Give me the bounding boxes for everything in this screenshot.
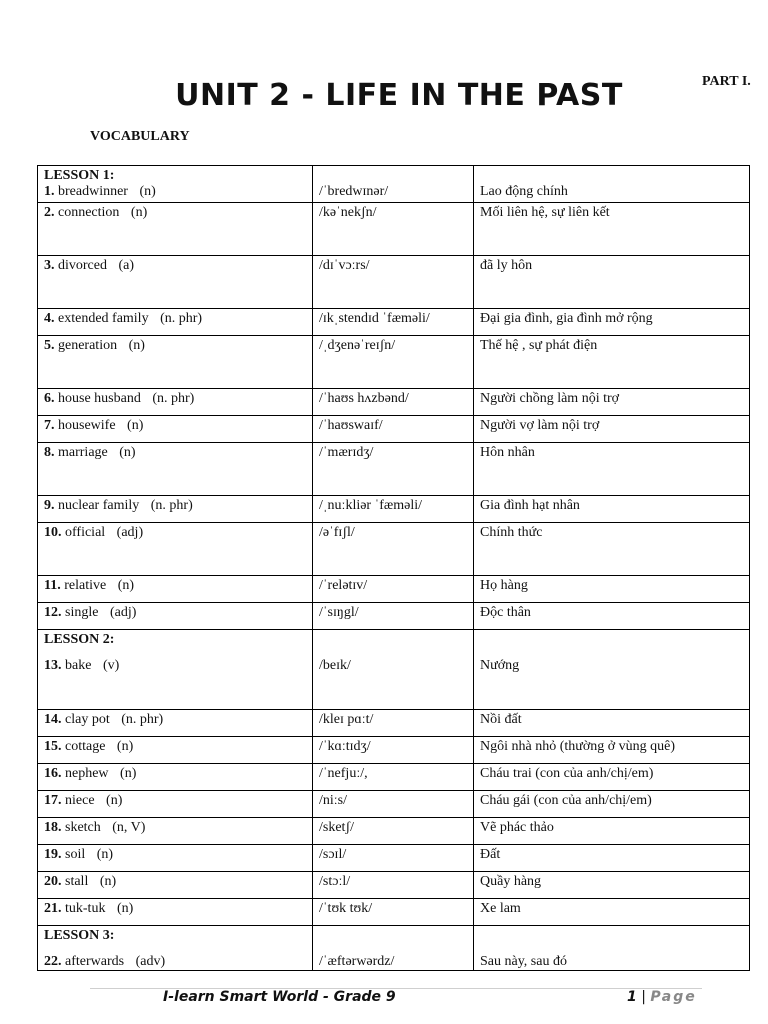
word-cell bbox=[38, 256, 313, 309]
word-cell bbox=[38, 496, 313, 523]
table-row bbox=[38, 416, 750, 443]
meaning-cell: Họ hàng bbox=[474, 576, 750, 603]
word-cell bbox=[38, 416, 313, 443]
entry-pos: (adj) bbox=[109, 605, 137, 620]
table-row bbox=[38, 630, 750, 710]
meaning-cell: Nồi đất bbox=[474, 710, 750, 737]
entry-number: 8. bbox=[44, 445, 55, 460]
ipa-cell: /ˈrelətɪv/ bbox=[313, 576, 474, 603]
entry-pos: (n. phr) bbox=[152, 391, 195, 406]
word-cell bbox=[38, 523, 313, 576]
entry-number: 22. bbox=[44, 954, 62, 969]
meaning-cell: đã ly hôn bbox=[474, 256, 750, 309]
table-row bbox=[38, 818, 750, 845]
word-cell bbox=[38, 603, 313, 630]
entry-pos: (n) bbox=[139, 184, 156, 199]
meaning-cell: Quầy hàng bbox=[474, 872, 750, 899]
entry-word: relative bbox=[64, 578, 107, 593]
meaning-cell: Chính thức bbox=[474, 523, 750, 576]
ipa-cell: /ˌdʒenəˈreɪʃn/ bbox=[313, 336, 474, 389]
word-cell bbox=[38, 845, 313, 872]
entry-pos: (n) bbox=[130, 205, 148, 220]
table-row bbox=[38, 336, 750, 389]
entry-pos: (n. phr) bbox=[121, 712, 164, 727]
word-cell bbox=[38, 336, 313, 389]
table-row bbox=[38, 791, 750, 818]
part-label: PART I. bbox=[702, 74, 751, 89]
meaning-cell: Mối liên hệ, sự liên kết bbox=[474, 203, 750, 256]
vocabulary-table bbox=[37, 165, 750, 971]
ipa-cell: /sketʃ/ bbox=[313, 818, 474, 845]
entry-pos: (adj) bbox=[116, 525, 144, 540]
word-cell bbox=[38, 818, 313, 845]
ipa-cell: /ˈbredwɪnər/ bbox=[313, 166, 474, 203]
entry-pos: (v) bbox=[102, 658, 120, 673]
entry-word: clay pot bbox=[65, 712, 110, 727]
entry-word: nephew bbox=[65, 766, 109, 781]
table-row bbox=[38, 926, 750, 971]
entry-pos: (n) bbox=[116, 901, 134, 916]
table-row bbox=[38, 203, 750, 256]
ipa-cell: /sɔɪl/ bbox=[313, 845, 474, 872]
table-row bbox=[38, 496, 750, 523]
entry-pos: (a) bbox=[118, 258, 135, 273]
ipa-cell: /ɪkˌstendɪd ˈfæməli/ bbox=[313, 309, 474, 336]
word-cell bbox=[38, 630, 313, 710]
entry-pos: (n, V) bbox=[112, 820, 146, 835]
ipa-cell: /ˈnefjuː/, bbox=[313, 764, 474, 791]
entry-word: house husband bbox=[58, 391, 141, 406]
entry-pos: (n) bbox=[116, 739, 134, 754]
entry-pos: (n. phr) bbox=[150, 498, 193, 513]
meaning-cell: Hôn nhân bbox=[474, 443, 750, 496]
entry-word: afterwards bbox=[65, 954, 125, 969]
ipa-cell: /ˈmærɪdʒ/ bbox=[313, 443, 474, 496]
ipa-cell: /ˈsɪŋgl/ bbox=[313, 603, 474, 630]
word-cell bbox=[38, 872, 313, 899]
entry-number: 21. bbox=[44, 901, 62, 916]
entry-pos: (n) bbox=[120, 766, 137, 781]
entry-number: 5. bbox=[44, 338, 55, 353]
word-cell bbox=[38, 309, 313, 336]
table-row bbox=[38, 309, 750, 336]
page-separator: | bbox=[641, 989, 646, 1005]
word-cell bbox=[38, 576, 313, 603]
page-title: UNIT 2 - LIFE IN THE PAST bbox=[175, 78, 623, 113]
entry-number: 9. bbox=[44, 498, 55, 513]
ipa-cell: /ˈhaʊs hʌzbənd/ bbox=[313, 389, 474, 416]
ipa-cell: /stɔːl/ bbox=[313, 872, 474, 899]
entry-word: stall bbox=[65, 874, 89, 889]
table-row bbox=[38, 872, 750, 899]
meaning-cell: Lao động chính bbox=[474, 166, 750, 203]
entry-word: bake bbox=[65, 658, 92, 673]
entry-pos: (n) bbox=[119, 445, 136, 460]
entry-number: 14. bbox=[44, 712, 62, 727]
entry-word: divorced bbox=[58, 258, 107, 273]
table-row bbox=[38, 764, 750, 791]
entry-number: 6. bbox=[44, 391, 55, 406]
lesson-label: LESSON 1: bbox=[44, 168, 115, 183]
word-cell bbox=[38, 737, 313, 764]
ipa-cell: /beɪk/ bbox=[313, 630, 474, 710]
entry-word: generation bbox=[58, 338, 118, 353]
ipa-cell: /kleɪ pɑːt/ bbox=[313, 710, 474, 737]
ipa-cell: /dɪˈvɔːrs/ bbox=[313, 256, 474, 309]
entry-word: marriage bbox=[58, 445, 108, 460]
entry-word: tuk-tuk bbox=[65, 901, 106, 916]
meaning-cell: Nướng bbox=[474, 630, 750, 710]
ipa-cell: /ˈtʊk tʊk/ bbox=[313, 899, 474, 926]
meaning-cell: Cháu trai (con của anh/chị/em) bbox=[474, 764, 750, 791]
entry-word: single bbox=[65, 605, 99, 620]
entry-pos: (n) bbox=[127, 418, 144, 433]
entry-number: 20. bbox=[44, 874, 62, 889]
meaning-cell: Ngôi nhà nhỏ (thường ở vùng quê) bbox=[474, 737, 750, 764]
entry-number: 16. bbox=[44, 766, 62, 781]
table-row bbox=[38, 899, 750, 926]
word-cell bbox=[38, 926, 313, 971]
table-row bbox=[38, 710, 750, 737]
word-cell bbox=[38, 764, 313, 791]
meaning-cell: Sau này, sau đó bbox=[474, 926, 750, 971]
entry-word: breadwinner bbox=[58, 184, 128, 199]
page-label: Page bbox=[650, 989, 697, 1005]
table-row bbox=[38, 443, 750, 496]
entry-number: 19. bbox=[44, 847, 62, 862]
word-cell bbox=[38, 203, 313, 256]
entry-number: 12. bbox=[44, 605, 62, 620]
entry-pos: (n. phr) bbox=[160, 311, 203, 326]
table-row bbox=[38, 166, 750, 203]
entry-word: connection bbox=[58, 205, 120, 220]
page-number: 1 bbox=[627, 989, 637, 1005]
entry-pos: (adv) bbox=[135, 954, 166, 969]
word-cell bbox=[38, 443, 313, 496]
meaning-cell: Cháu gái (con của anh/chị/em) bbox=[474, 791, 750, 818]
meaning-cell: Thế hệ , sự phát điện bbox=[474, 336, 750, 389]
ipa-cell: /ˈæftərwərdz/ bbox=[313, 926, 474, 971]
meaning-cell: Vẽ phác thảo bbox=[474, 818, 750, 845]
lesson-label: LESSON 2: bbox=[44, 632, 115, 647]
entry-number: 18. bbox=[44, 820, 62, 835]
word-cell bbox=[38, 166, 313, 203]
entry-word: official bbox=[65, 525, 106, 540]
entry-number: 1. bbox=[44, 184, 55, 199]
ipa-cell: /ˌnuːkliər ˈfæməli/ bbox=[313, 496, 474, 523]
entry-number: 4. bbox=[44, 311, 55, 326]
table-row bbox=[38, 389, 750, 416]
entry-word: soil bbox=[65, 847, 86, 862]
entry-word: nuclear family bbox=[58, 498, 140, 513]
entry-pos: (n) bbox=[96, 847, 114, 862]
word-cell bbox=[38, 791, 313, 818]
word-cell bbox=[38, 710, 313, 737]
meaning-cell: Đại gia đình, gia đình mở rộng bbox=[474, 309, 750, 336]
entry-number: 10. bbox=[44, 525, 62, 540]
meaning-cell: Người vợ làm nội trợ bbox=[474, 416, 750, 443]
entry-number: 15. bbox=[44, 739, 62, 754]
entry-number: 7. bbox=[44, 418, 55, 433]
entry-number: 17. bbox=[44, 793, 62, 808]
ipa-cell: /kəˈnekʃn/ bbox=[313, 203, 474, 256]
entry-pos: (n) bbox=[128, 338, 145, 353]
meaning-cell: Độc thân bbox=[474, 603, 750, 630]
table-row bbox=[38, 256, 750, 309]
table-row bbox=[38, 576, 750, 603]
table-row bbox=[38, 845, 750, 872]
entry-word: extended family bbox=[58, 311, 149, 326]
entry-pos: (n) bbox=[117, 578, 135, 593]
entry-word: sketch bbox=[65, 820, 101, 835]
word-cell bbox=[38, 899, 313, 926]
entry-number: 13. bbox=[44, 658, 62, 673]
table-row bbox=[38, 603, 750, 630]
table-row bbox=[38, 737, 750, 764]
ipa-cell: /əˈfɪʃl/ bbox=[313, 523, 474, 576]
ipa-cell: /ˈhaʊswaɪf/ bbox=[313, 416, 474, 443]
footer-course: I-learn Smart World - Grade 9 bbox=[163, 989, 396, 1005]
entry-pos: (n) bbox=[99, 874, 117, 889]
meaning-cell: Xe lam bbox=[474, 899, 750, 926]
entry-number: 11. bbox=[44, 578, 61, 593]
ipa-cell: /niːs/ bbox=[313, 791, 474, 818]
entry-word: cottage bbox=[65, 739, 106, 754]
table-row bbox=[38, 523, 750, 576]
section-heading: VOCABULARY bbox=[90, 129, 190, 144]
meaning-cell: Đất bbox=[474, 845, 750, 872]
word-cell bbox=[38, 389, 313, 416]
entry-number: 3. bbox=[44, 258, 55, 273]
meaning-cell: Người chồng làm nội trợ bbox=[474, 389, 750, 416]
entry-word: housewife bbox=[58, 418, 116, 433]
ipa-cell: /ˈkɑːtɪdʒ/ bbox=[313, 737, 474, 764]
meaning-cell: Gia đình hạt nhân bbox=[474, 496, 750, 523]
entry-pos: (n) bbox=[106, 793, 123, 808]
footer-page bbox=[627, 989, 697, 1005]
entry-number: 2. bbox=[44, 205, 55, 220]
lesson-label: LESSON 3: bbox=[44, 928, 115, 943]
entry-word: niece bbox=[65, 793, 95, 808]
